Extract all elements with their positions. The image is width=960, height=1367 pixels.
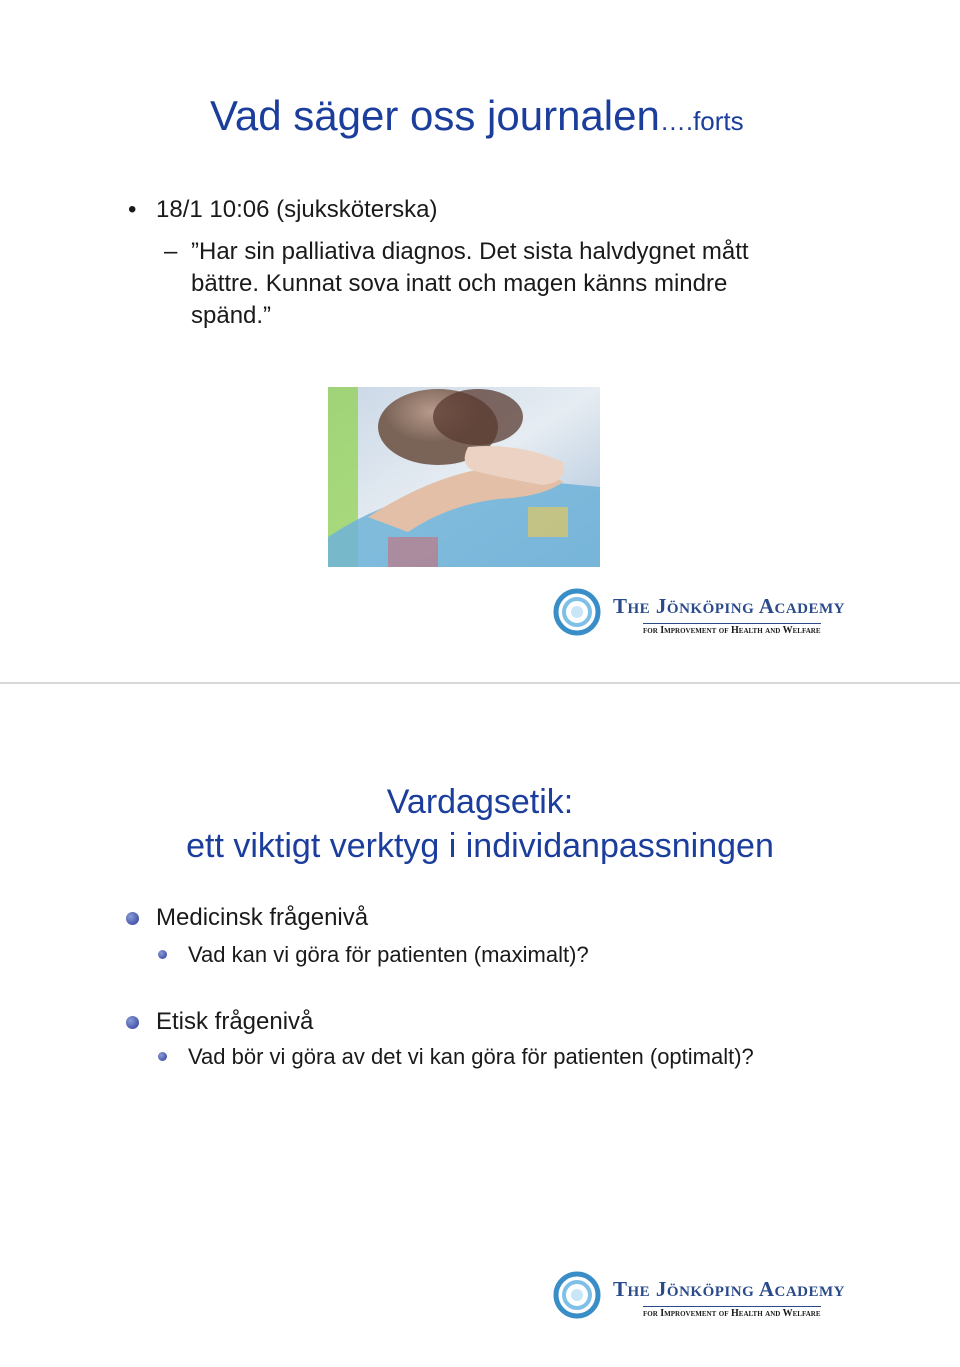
journal-quote-text: ”Har sin palliativa diagnos. Det sista halvdygnet mått bättre. Kunnat sova inatt och magen känns mindre spänd.” (191, 238, 749, 329)
bullet-text: Etisk frågenivå (156, 1008, 314, 1035)
logo-ring-icon (553, 588, 603, 638)
logo-ring-icon (553, 1271, 603, 1321)
academy-logo (553, 588, 873, 638)
logo-subtitle: for Improvement of Health and Welfare (643, 625, 821, 636)
bullet-icon (158, 1052, 167, 1061)
dash-icon: – (164, 238, 178, 265)
hands-photo (328, 387, 600, 567)
slide-title (210, 92, 744, 140)
logo-subtitle: for Improvement of Health and Welfare (643, 1308, 821, 1319)
sub-bullet-text: Vad kan vi göra för patienten (maximalt)? (188, 942, 589, 967)
slide-1 (0, 0, 960, 683)
slide-2 (0, 683, 960, 1366)
academy-logo (553, 1271, 873, 1321)
bullet-icon (126, 1016, 139, 1029)
slide-title-line-2: ett viktigt verktyg i individanpassningen (186, 827, 774, 865)
slide-title (0, 780, 960, 868)
bullet-text: 18/1 10:06 (sjuksköterska) (156, 196, 438, 223)
bullet-icon (158, 950, 167, 959)
sub-bullet-text: Vad bör vi göra av det vi kan göra för patienten (optimalt)? (188, 1044, 754, 1069)
slide-title-main: Vad säger oss journalen (210, 92, 660, 139)
bullet-icon: • (128, 196, 137, 223)
bullet-text: Medicinsk frågenivå (156, 904, 369, 931)
bullet-icon (126, 912, 139, 925)
logo-title: The Jönköping Academy (613, 1277, 846, 1301)
slide-title-suffix: ….forts (659, 106, 744, 136)
slide-title-line-1: Vardagsetik: (386, 783, 574, 821)
logo-title: The Jönköping Academy (613, 594, 846, 618)
